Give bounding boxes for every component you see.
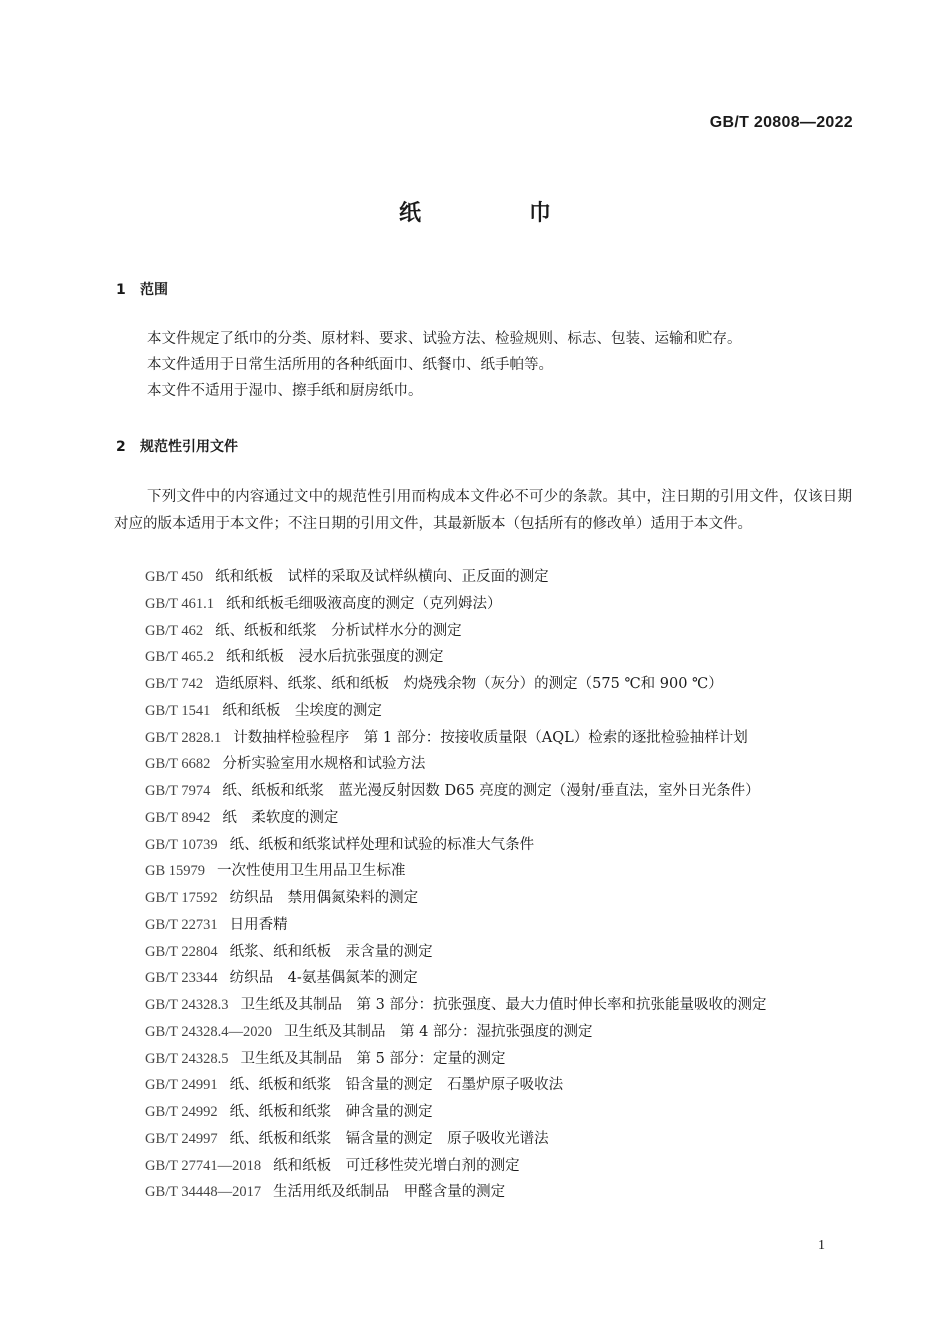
section-2-heading — [116, 436, 238, 456]
reference-code: GB/T 461.1 — [145, 595, 215, 612]
reference-item — [114, 912, 852, 939]
reference-title: 纸、纸板和纸浆 镉含量的测定 原子吸收光谱法 — [229, 1130, 549, 1147]
reference-title: 纸和纸板 尘埃度的测定 — [222, 702, 382, 719]
reference-item — [114, 618, 852, 645]
reference-title: 日用香精 — [229, 916, 288, 933]
reference-code: GB/T 24328.5 — [145, 1050, 229, 1067]
reference-item — [114, 1019, 852, 1046]
reference-title: 纸、纸板和纸浆试样处理和试验的标准大气条件 — [229, 836, 535, 853]
reference-title: 卫生纸及其制品 第 4 部分：湿抗张强度的测定 — [284, 1023, 593, 1040]
reference-code: GB/T 24997 — [145, 1130, 218, 1147]
reference-code: GB/T 6682 — [145, 756, 211, 773]
reference-title: 纸和纸板毛细吸液高度的测定（克列姆法） — [226, 595, 502, 612]
reference-code: GB/T 24328.3 — [145, 997, 229, 1013]
reference-item — [114, 885, 852, 912]
section-number: 1 — [116, 282, 126, 298]
document-title: 纸巾 — [398, 201, 659, 226]
reference-title: 一次性使用卫生用品卫生标准 — [217, 863, 406, 880]
reference-code: GB/T 34448—2017 — [145, 1184, 262, 1201]
reference-code: GB/T 24991 — [145, 1077, 218, 1094]
reference-item — [114, 1072, 852, 1099]
references-intro-paragraph: 下列文件中的内容通过文中的规范性引用而构成本文件必不可少的条款。其中，注日期的引用文件，仅该日期对应的版本适用于本文件；不注日期的引用文件，其最新版本（包括所有的修改单）适用于本文件。 — [114, 489, 852, 532]
reference-item — [114, 832, 852, 859]
reference-title: 纸和纸板 浸水后抗张强度的测定 — [226, 649, 444, 666]
reference-code: GB 15979 — [145, 863, 206, 880]
page-number: 1 — [818, 1238, 825, 1253]
reference-title: 纸浆、纸和纸板 汞含量的测定 — [229, 943, 433, 960]
reference-item — [114, 805, 852, 832]
section-number: 2 — [116, 439, 126, 455]
reference-item — [114, 965, 852, 992]
reference-title: 纺织品 4-氨基偶氮苯的测定 — [229, 970, 418, 987]
reference-item — [114, 1179, 852, 1206]
reference-item — [114, 1099, 852, 1126]
reference-code: GB/T 17592 — [145, 890, 218, 906]
reference-item — [114, 858, 852, 885]
reference-title: 纸、纸板和纸浆 铅含量的测定 石墨炉原子吸收法 — [229, 1077, 564, 1094]
reference-code: GB/T 8942 — [145, 809, 211, 826]
reference-item — [114, 939, 852, 966]
reference-code: GB/T 23344 — [145, 970, 218, 987]
reference-item — [114, 992, 852, 1019]
reference-item — [114, 1126, 852, 1153]
reference-title: 纸、纸板和纸浆 砷含量的测定 — [229, 1104, 433, 1120]
scope-paragraph: 本文件规定了纸巾的分类、原材料、要求、试验方法、检验规则、标志、包装、运输和贮存。 — [147, 331, 742, 347]
reference-code: GB/T 465.2 — [145, 649, 215, 666]
reference-code: GB/T 462 — [145, 622, 204, 639]
section-title: 规范性引用文件 — [140, 439, 238, 455]
reference-item — [114, 698, 852, 725]
reference-code: GB/T 1541 — [145, 702, 211, 719]
reference-code: GB/T 22731 — [145, 916, 218, 933]
reference-item — [114, 1153, 852, 1180]
reference-title: 生活用纸及纸制品 甲醛含量的测定 — [273, 1184, 506, 1201]
standard-code: GB/T 20808—2022 — [709, 114, 853, 131]
reference-item — [114, 644, 852, 671]
scope-paragraph: 本文件适用于日常生活所用的各种纸面巾、纸餐巾、纸手帕等。 — [147, 357, 553, 373]
reference-code: GB/T 24992 — [145, 1104, 218, 1120]
reference-code: GB/T 2828.1 — [145, 729, 222, 746]
reference-title: 计数抽样检验程序 第 1 部分：按接收质量限（AQL）检索的逐批检验抽样计划 — [233, 729, 748, 746]
reference-title: 卫生纸及其制品 第 3 部分：抗张强度、最大力值时伸长率和抗张能量吸收的测定 — [240, 997, 767, 1013]
reference-item — [114, 778, 852, 805]
reference-code: GB/T 7974 — [145, 783, 211, 799]
reference-code: GB/T 450 — [145, 569, 204, 585]
scope-paragraph: 本文件不适用于湿巾、擦手纸和厨房纸巾。 — [147, 383, 423, 399]
reference-item — [114, 591, 852, 618]
reference-list — [114, 564, 852, 1206]
reference-item — [114, 1046, 852, 1073]
reference-title: 造纸原料、纸浆、纸和纸板 灼烧残余物（灰分）的测定（575 ℃和 900 ℃） — [215, 676, 723, 692]
reference-code: GB/T 22804 — [145, 943, 218, 960]
reference-item — [114, 725, 852, 752]
reference-title: 分析实验室用水规格和试验方法 — [222, 756, 426, 773]
reference-title: 卫生纸及其制品 第 5 部分：定量的测定 — [240, 1050, 506, 1067]
section-title: 范围 — [140, 282, 168, 298]
reference-item — [114, 564, 852, 591]
reference-title: 纺织品 禁用偶氮染料的测定 — [229, 890, 419, 906]
reference-item — [114, 671, 852, 698]
reference-title: 纸、纸板和纸浆 分析试样水分的测定 — [215, 622, 462, 639]
reference-title: 纸 柔软度的测定 — [222, 809, 339, 826]
reference-code: GB/T 742 — [145, 676, 204, 692]
reference-code: GB/T 27741—2018 — [145, 1157, 262, 1174]
reference-item — [114, 751, 852, 778]
reference-title: 纸和纸板 试样的采取及试样纵横向、正反面的测定 — [215, 569, 549, 585]
section-1-heading — [116, 279, 168, 299]
reference-title: 纸和纸板 可迁移性荧光增白剂的测定 — [273, 1157, 520, 1174]
reference-title: 纸、纸板和纸浆 蓝光漫反射因数 D65 亮度的测定（漫射/垂直法，室外日光条件） — [222, 783, 760, 799]
reference-code: GB/T 10739 — [145, 836, 218, 853]
reference-code: GB/T 24328.4—2020 — [145, 1023, 273, 1040]
